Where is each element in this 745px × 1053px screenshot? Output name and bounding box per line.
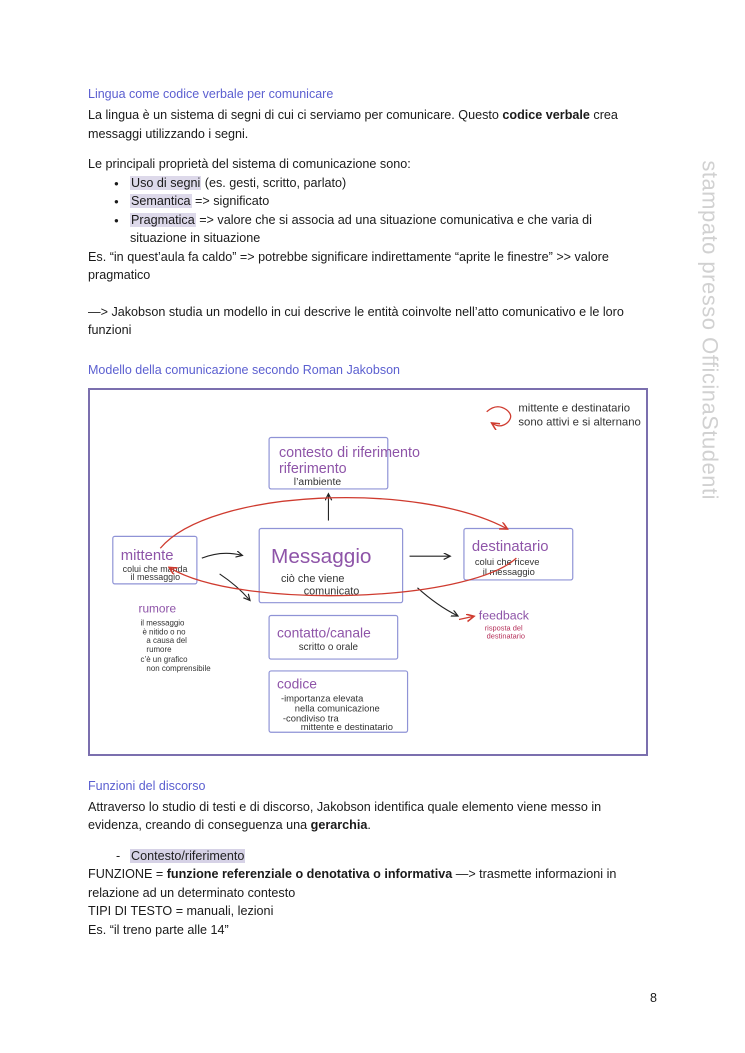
node-contatto-sub: scritto o orale: [298, 641, 359, 653]
node-rumore-sub1: il messaggio: [140, 617, 185, 627]
para-text-a: Attraverso lo studio di testi e di discorso, Jakobson identifica quale elemento viene messo in evidenza, creando di conseguenza una: [88, 799, 602, 832]
figure-heading-modello-jakobson: Modello della comunicazione secondo Roman Jakobson: [88, 362, 400, 377]
node-codice-sub3: -condiviso tra: [282, 711, 339, 723]
para-text-b: .: [367, 818, 371, 832]
node-messaggio-title: Messaggio: [271, 544, 372, 568]
page-content: [88, 86, 648, 939]
arrow-mittente-messaggio: [202, 553, 242, 558]
node-destinatario-sub2: il messaggio: [482, 565, 535, 577]
figure-modello-jakobson: [88, 388, 648, 756]
svg-text:riferimento: riferimento: [278, 460, 347, 477]
highlight-semantica: Semantica: [131, 194, 191, 208]
list-item: [114, 174, 648, 193]
node-contesto-sub: l’ambiente: [293, 476, 342, 488]
node-feedback-sub1: risposta del: [484, 622, 523, 632]
list-funzioni: [88, 847, 648, 866]
node-mittente-sub2: il messaggio: [130, 571, 181, 582]
section-heading-lingua: Lingua come codice verbale per comunicare: [88, 87, 334, 101]
list-item-rest: => significato: [191, 194, 270, 208]
para-bold-funzione-referenziale: funzione referenziale o denotativa o informativa: [166, 867, 453, 881]
node-contatto-title: contatto/canale: [277, 623, 371, 640]
node-rumore-sub2: è nitido o no: [142, 626, 186, 636]
para-bold-gerarchia: gerarchia: [310, 818, 368, 832]
para-text-a: La lingua è un sistema di segni di cui ci serviamo per comunicare. Questo: [88, 108, 503, 122]
paragraph-jakobson-intro: —> Jakobson studia un modello in cui descrive le entità coinvolte nell’atto comunicativo e le loro funzioni: [88, 304, 624, 337]
node-codice-sub2: nella comunicazione: [294, 701, 380, 713]
paragraph-tipi-di-testo: TIPI DI TESTO = manuali, lezioni: [88, 904, 274, 918]
note-line-2: sono attivi e si alternano: [518, 416, 641, 429]
page-number: 8: [650, 991, 657, 1005]
section-heading-funzioni: Funzioni del discorso: [88, 778, 206, 793]
watermark: stampato presso OfficinaStudenti: [698, 160, 723, 500]
arrow-feedback-pointer: [459, 616, 473, 619]
node-rumore-sub4: rumore: [146, 644, 172, 654]
highlight-uso-di-segni: Uso di segni: [131, 175, 201, 190]
paragraph-lingua-definizione: [88, 106, 648, 143]
node-rumore-sub5: c’è un grafico: [140, 654, 188, 664]
paragraph-esempio-treno: Es. “il treno parte alle 14”: [88, 922, 229, 937]
node-mittente-sub1: colui che manda: [122, 563, 188, 574]
list-item-rest: (es. gesti, scritto, parlato): [201, 175, 347, 190]
paragraph-esempio-pragmatico: Es. “in quest’aula fa caldo” => potrebbe significare indirettamente “aprite le finestre” >> valore pragmatico: [88, 249, 609, 282]
list-item: [114, 847, 648, 866]
highlight-contesto-riferimento: Contesto/riferimento: [131, 848, 245, 863]
node-messaggio-sub2: comunicato: [303, 585, 360, 598]
list-item: [114, 192, 648, 211]
node-mittente-title: mittente: [120, 547, 174, 564]
para-text-b: crea messaggi utilizzando i segni.: [88, 108, 618, 141]
list-proprieta: [88, 174, 648, 248]
para-bold-codice-verbale: codice verbale: [502, 108, 590, 122]
node-destinatario-sub1: colui che riceve: [474, 555, 540, 567]
node-feedback-title: feedback: [478, 607, 529, 622]
paragraph-funzioni-intro: [88, 798, 648, 835]
node-codice-sub4: mittente e destinatario: [300, 720, 393, 732]
paragraph-proprieta-intro: Le principali proprietà del sistema di comunicazione sono:: [88, 157, 411, 171]
note-line-1: mittente e destinatario: [518, 402, 631, 415]
node-contesto-title: contesto di riferimento: [278, 444, 420, 461]
node-rumore-sub6: non comprensibile: [146, 663, 211, 673]
para-text-b: —> trasmette informazioni in relazione ad un determinato contesto: [88, 867, 617, 900]
node-destinatario-title: destinatario: [471, 538, 549, 555]
paragraph-funzione-referenziale: [88, 865, 648, 902]
jakobson-diagram: [90, 390, 646, 754]
node-codice-title: codice: [277, 675, 317, 692]
highlight-pragmatica: Pragmatica: [131, 212, 195, 227]
node-codice-sub1: -importanza elevata: [280, 692, 364, 704]
arrow-to-feedback: [417, 587, 457, 615]
node-feedback-sub2: destinatario: [486, 630, 525, 640]
node-messaggio-sub1: ciò che viene: [280, 572, 345, 585]
node-rumore-sub3: a causa del: [146, 635, 187, 645]
list-item: [114, 211, 648, 248]
list-item-rest: => valore che si associa ad una situazione comunicativa e che varia di situazione in situazione: [130, 212, 592, 245]
para-text-a: FUNZIONE =: [88, 867, 167, 881]
node-rumore-title: rumore: [138, 601, 177, 616]
